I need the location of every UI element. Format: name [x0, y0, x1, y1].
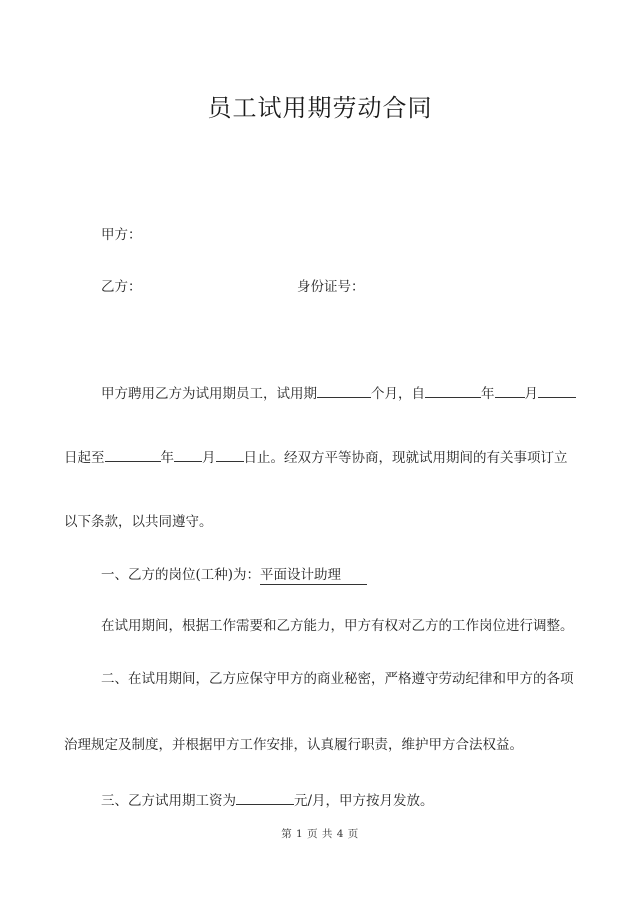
- text-segment: 年: [481, 386, 495, 402]
- blank-field: [174, 447, 202, 462]
- paragraph-line: 以下条款，以共同遵守。: [64, 514, 213, 530]
- clause-1-detail: 在试用期间，根据工作需要和乙方能力，甲方有权对乙方的工作岗位进行调整。: [101, 618, 574, 634]
- text-segment: 月: [202, 450, 216, 466]
- text-segment: 个月，自: [371, 386, 425, 402]
- party-b-label: 乙方：: [101, 279, 142, 295]
- clause-3-line: [101, 790, 434, 810]
- blank-field: [538, 383, 576, 398]
- clause-2-line: 治理规定及制度，并根据甲方工作安排，认真履行职责，维护甲方合法权益。: [64, 737, 523, 753]
- text-segment: 月: [524, 386, 538, 402]
- party-a-label: 甲方：: [101, 227, 142, 243]
- id-number-label: 身份证号：: [297, 279, 365, 295]
- paragraph-line: [64, 447, 568, 467]
- blank-field: [425, 383, 481, 398]
- document-title: 员工试用期劳动合同: [207, 94, 433, 122]
- text-segment: 日止。经双方平等协商，现就试用期间的有关事项订立: [243, 450, 568, 466]
- blank-field: [105, 447, 161, 462]
- clause-1-line: [101, 566, 367, 584]
- text-segment: 甲方聘用乙方为试用期员工，试用期: [101, 386, 317, 402]
- text-segment: 年: [160, 450, 174, 466]
- blank-field: [216, 447, 244, 462]
- text-segment: 日起至: [64, 450, 105, 466]
- paragraph-line: [101, 383, 576, 403]
- clause-3-prefix: 三、乙方试用期工资为: [101, 793, 236, 809]
- position-value-text: 平面设计助理: [260, 567, 342, 583]
- salary-blank-field: [236, 790, 294, 805]
- position-value: [260, 567, 367, 585]
- blank-field: [317, 383, 371, 398]
- clause-1-prefix: 一、乙方的岗位(工种)为：: [101, 567, 261, 583]
- clause-3-suffix: 元/月，甲方按月发放。: [294, 793, 434, 809]
- clause-2-line: 二、在试用期间，乙方应保守甲方的商业秘密，严格遵守劳动纪律和甲方的各项: [101, 671, 574, 687]
- blank-field: [495, 383, 525, 398]
- page-footer: 第 1 页 共 4 页: [281, 828, 359, 840]
